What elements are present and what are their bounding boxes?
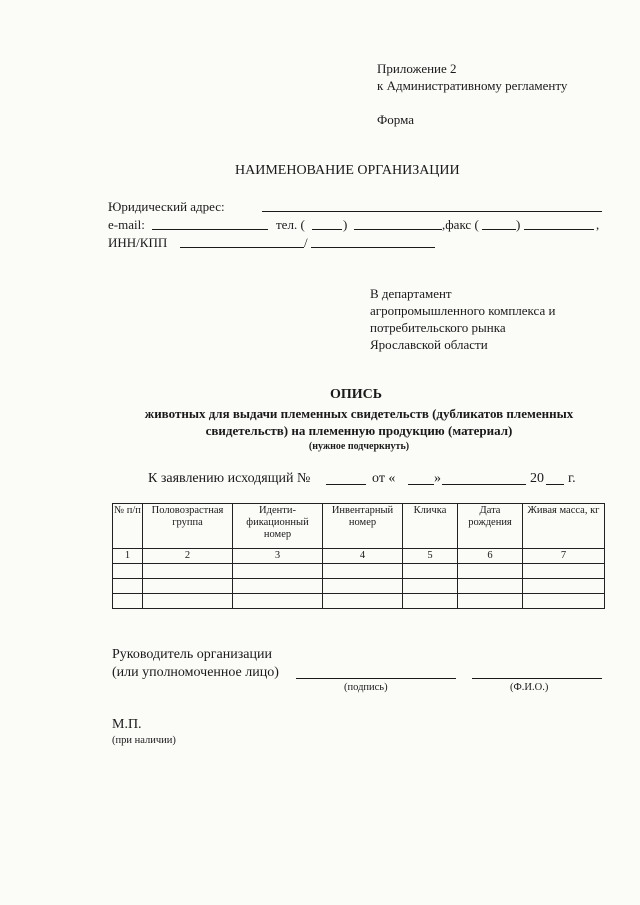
table-header-cell: Иденти-фикационный номер bbox=[233, 504, 323, 549]
phone-number-line bbox=[354, 229, 442, 230]
fax-code-line bbox=[482, 229, 516, 230]
table-cell[interactable] bbox=[458, 579, 523, 594]
inn-line bbox=[180, 247, 304, 248]
phone-label: тел. ( bbox=[276, 217, 305, 232]
table-cell[interactable] bbox=[458, 564, 523, 579]
form-label: Форма bbox=[377, 112, 414, 127]
appendix-line2: к Административному регламенту bbox=[377, 78, 568, 93]
email-line bbox=[152, 229, 268, 230]
appendix-line1: Приложение 2 bbox=[377, 61, 457, 76]
signature-authorized-label: (или уполномоченное лицо) bbox=[112, 665, 279, 680]
animals-table bbox=[112, 503, 605, 609]
column-number-cell: 1 bbox=[113, 549, 143, 564]
table-row bbox=[113, 579, 605, 594]
fax-number-line bbox=[524, 229, 594, 230]
column-number-cell: 6 bbox=[458, 549, 523, 564]
stamp-label: М.П. bbox=[112, 717, 142, 732]
table-cell[interactable] bbox=[523, 594, 605, 609]
table-cell[interactable] bbox=[143, 564, 233, 579]
request-quote-close: » bbox=[434, 471, 441, 486]
fio-caption: (Ф.И.О.) bbox=[510, 682, 549, 693]
table-cell[interactable] bbox=[113, 594, 143, 609]
doc-title: ОПИСЬ bbox=[329, 387, 383, 402]
request-year-prefix: 20 bbox=[530, 471, 544, 486]
column-number-cell: 4 bbox=[323, 549, 403, 564]
signature-head-label: Руководитель организации bbox=[112, 647, 272, 662]
column-number-cell: 7 bbox=[523, 549, 605, 564]
table-cell[interactable] bbox=[143, 579, 233, 594]
request-month-line bbox=[442, 484, 526, 485]
legal-address-label: Юридический адрес: bbox=[108, 199, 225, 214]
table-cell[interactable] bbox=[523, 579, 605, 594]
request-prefix: К заявлению исходящий № bbox=[148, 471, 311, 486]
kpp-line bbox=[311, 247, 435, 248]
table-header-row bbox=[113, 504, 605, 549]
table-header-cell: № п/п bbox=[113, 504, 143, 549]
fio-line bbox=[472, 678, 602, 679]
table-cell[interactable] bbox=[323, 594, 403, 609]
recipient-line4: Ярославской области bbox=[370, 337, 488, 352]
org-name-title: НАИМЕНОВАНИЕ ОРГАНИЗАЦИИ bbox=[235, 163, 460, 178]
table-cell[interactable] bbox=[113, 564, 143, 579]
request-day-line bbox=[408, 484, 434, 485]
table-row bbox=[113, 594, 605, 609]
doc-subtitle-note: (нужное подчеркнуть) bbox=[308, 441, 410, 452]
table-cell[interactable] bbox=[113, 579, 143, 594]
phone-code-line bbox=[312, 229, 342, 230]
table-cell[interactable] bbox=[403, 594, 458, 609]
column-number-cell: 3 bbox=[233, 549, 323, 564]
doc-subtitle-line1: животных для выдачи племенных свидетельств (дубликатов племенных bbox=[144, 406, 574, 421]
recipient-line1: В департамент bbox=[370, 286, 452, 301]
table-header-cell: Дата рождения bbox=[458, 504, 523, 549]
table-cell[interactable] bbox=[403, 564, 458, 579]
signature-line bbox=[296, 678, 456, 679]
fax-label: ,факс ( bbox=[442, 217, 479, 232]
table-row bbox=[113, 564, 605, 579]
fax-comma: , bbox=[596, 217, 600, 232]
table-header-cell: Живая масса, кг bbox=[523, 504, 605, 549]
table-cell[interactable] bbox=[233, 564, 323, 579]
table-cell[interactable] bbox=[143, 594, 233, 609]
column-number-cell: 5 bbox=[403, 549, 458, 564]
table-cell[interactable] bbox=[403, 579, 458, 594]
table-header-cell: Половозрастная группа bbox=[143, 504, 233, 549]
request-year-line bbox=[546, 484, 564, 485]
table-column-number-row bbox=[113, 549, 605, 564]
table-cell[interactable] bbox=[233, 594, 323, 609]
email-label: e-mail: bbox=[108, 217, 145, 232]
recipient-line2: агропромышленного комплекса и bbox=[370, 303, 556, 318]
doc-subtitle-line2: свидетельств) на племенную продукцию (материал) bbox=[205, 423, 513, 438]
table-cell[interactable] bbox=[233, 579, 323, 594]
table-header-cell: Инвентарный номер bbox=[323, 504, 403, 549]
legal-address-line bbox=[262, 211, 602, 212]
recipient-line3: потребительского рынка bbox=[370, 320, 506, 335]
table-header-cell: Кличка bbox=[403, 504, 458, 549]
request-number-line bbox=[326, 484, 366, 485]
column-number-cell: 2 bbox=[143, 549, 233, 564]
request-year-suffix: г. bbox=[568, 471, 576, 486]
stamp-note: (при наличии) bbox=[112, 735, 176, 746]
table-cell[interactable] bbox=[323, 579, 403, 594]
request-from: от « bbox=[372, 471, 396, 486]
table-cell[interactable] bbox=[458, 594, 523, 609]
signature-caption: (подпись) bbox=[344, 682, 388, 693]
fax-paren-close: ) bbox=[516, 217, 521, 232]
table-cell[interactable] bbox=[523, 564, 605, 579]
phone-paren-close: ) bbox=[343, 217, 348, 232]
inn-slash: / bbox=[304, 235, 308, 250]
table-cell[interactable] bbox=[323, 564, 403, 579]
inn-label: ИНН/КПП bbox=[108, 235, 168, 250]
